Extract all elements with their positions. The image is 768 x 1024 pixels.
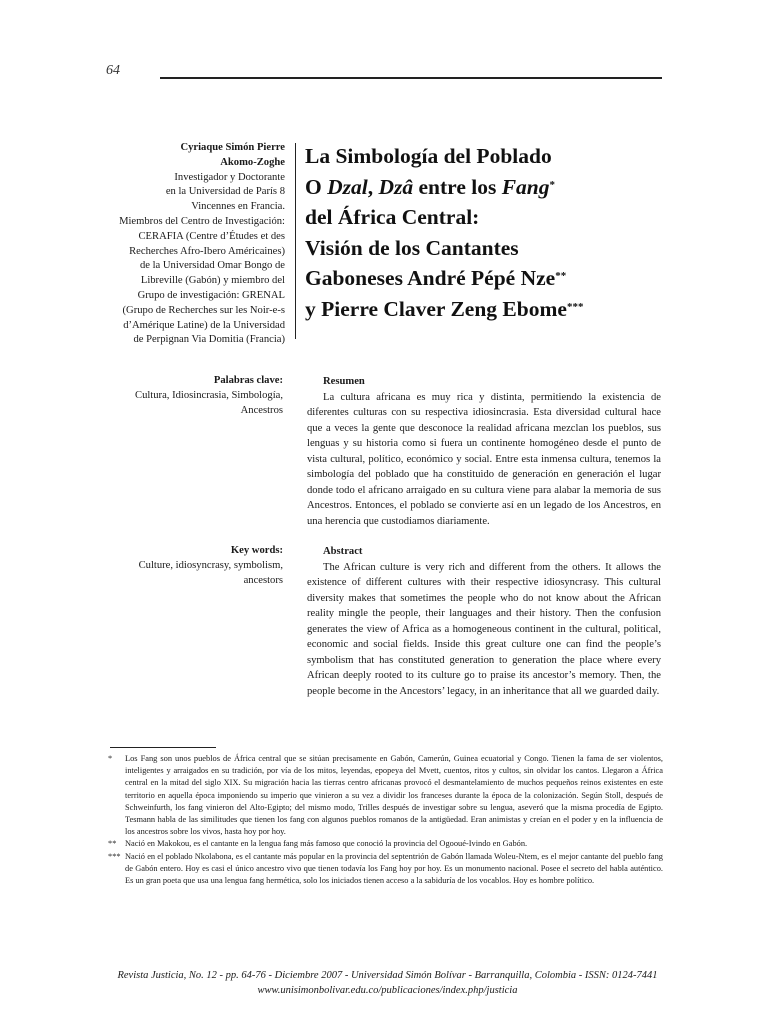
keywords-block — [103, 544, 283, 588]
affiliation-line: Libreville (Gabón) y miembro del — [140, 275, 285, 287]
title-line: Gaboneses André Pépé Nze** — [305, 266, 567, 290]
affiliation-line: CERAFIA (Centre d’Études et des — [138, 230, 285, 242]
title-line: del África Central: — [305, 205, 480, 229]
author-block — [110, 141, 285, 348]
abstract-heading: Abstract — [323, 546, 363, 557]
affiliation-line: Miembros del Centro de Investigación: — [119, 215, 285, 227]
header-rule — [160, 77, 662, 79]
palabras-clave-line: Cultura, Idiosincrasia, Simbología, — [135, 389, 283, 401]
resumen-heading: Resumen — [323, 376, 365, 387]
palabras-clave-heading: Palabras clave: — [213, 375, 283, 386]
footnote-ref[interactable]: *** — [566, 300, 584, 313]
footnote-text: Los Fang son unos pueblos de África central que se sitúan precisamente en Gabón, Camerún, Guinea ecuatorial y Congo. Tienen la fama de ser violentos, inteligentes y arraigados en su tradición, por vía de los mitos, leyendas, epopeya del Mvett, cuentos, ritos y cultos, sin olvidar los cantos. Llegaron a África central en la mitad del siglo XIX. Su migración hacia las tierras centro africanas provocó el desmantelamiento de muchos pequeños reinos existentes en este territorio en aquella época imponiendo su imperio que vinieron a su vez a dividir los franceses durante la época de la colonización. Según Stoll, después de Schweinfurth, los fang vinieron del Alto-Egipto; del mismo modo, Trilles después de investigar sobre su lengua, aseveró que la misma procedía de Egipto. Tesmann habla de las similitudes que tienen los fang con algunos pueblos romanos de la antigüedad. Eran animistas y creían en el poder y en la influencia de los ancestros sobre los vivos, hasta hoy por hoy. — [125, 754, 663, 837]
affiliation-line: Recherches Afro-Ibero Américaines) — [129, 245, 285, 257]
footnote-mark: * — [108, 754, 113, 763]
author-name-line1: Cyriaque Simón Pierre — [180, 142, 285, 153]
abstract-section — [307, 544, 661, 699]
journal-url[interactable]: www.unisimonbolivar.edu.co/publicaciones/index.php/justicia — [257, 985, 518, 996]
title-line: Visión de los Cantantes — [305, 235, 519, 260]
title-divider — [295, 143, 296, 339]
title-line: y Pierre Claver Zeng Ebome*** — [305, 296, 584, 321]
palabras-clave-block — [103, 374, 283, 418]
resumen-text: La cultura africana es muy rica y distinta, permitiendo la existencia de diferentes culturas con su respectiva idiosincrasia. Esta diversidad cultural hace que a veces la gente que desconoce la realidad africana mezclan los pueblos, sus lenguas y su historia como si fuera un continente homogéneo desde el punto de vista cultural, político, económico y social. Entre esta inmensa cultura, tenemos la simbología del poblado que ha constituido de generación en generación el lugar donde todo el africano arraigado en su cultura viene para alabar la memoria de sus Ancestros. Entonces, el poblado se convierte así en un legado de los Ancestros, en una herencia que custodiamos diariamente. — [307, 391, 661, 527]
affiliation-line: Vincennes en Francia. — [191, 201, 285, 213]
affiliation-line: Grupo de investigación: GRENAL — [137, 289, 285, 301]
footnote-rule — [110, 747, 216, 748]
footnote-mark: *** — [108, 851, 121, 861]
affiliation-line: d’Amérique Latine) de la Universidad — [123, 319, 285, 331]
footnote — [108, 753, 663, 838]
keywords-line: Culture, idiosyncrasy, symbolism, — [138, 559, 283, 571]
keywords-line: ancestors — [243, 574, 283, 586]
abstract-text: The African culture is very rich and different from the others. It allows the existence of different cultures with their respective idiosyncrasy. This cultural diversity makes that sometimes the people who do not know about the African reality mingle the people, their languages and their history. Then the confusion generates the view of Africa as a homogeneous continent in the cultural, political, economic and social fields. Inside this great culture one can find the people’s symbolism that has constituted generation to generation the place where every African deeply rooted to its culture go to praise its ancestor’s memory. Then, the people become in the Ancestors’ legacy, in an inheritance that all we guarded daily. — [307, 561, 661, 697]
footnote-ref[interactable]: * — [549, 178, 556, 191]
palabras-clave-line: Ancestros — [240, 404, 283, 416]
author-name-line2: Akomo-Zoghe — [220, 156, 285, 168]
article-title — [305, 141, 665, 324]
affiliation-line: de la Universidad Omar Bongo de — [139, 260, 285, 272]
affiliation-line: de Perpignan Via Domitia (Francia) — [133, 334, 285, 346]
resumen-section — [307, 374, 661, 529]
footnote-ref[interactable]: ** — [555, 270, 567, 282]
footnote-text: Nació en el poblado Nkolabona, es el cantante más popular en la provincia del septentrión de Gabón llamada Woleu-Ntem, es el mejor cantante del pueblo fang de Gabón entero. Hoy es casi el único ancestro vivo que tienen todavía los Fang hoy por hoy. Es un monumento nacional. Posee el secreto del habla auténtico. Es un gran poeta que usa una lengua fang hermética, solo los iniciados tienen acceso a la sabiduría de los vocablos. Hoy es hombre político. — [125, 851, 663, 886]
affiliation-line: en la Universidad de París 8 — [165, 186, 285, 198]
footnote — [108, 851, 663, 888]
footnote-text: Nació en Makokou, es el cantante en la lengua fang más famoso que conoció la provincia del Ogooué-Ivindo en Gabón. — [125, 839, 528, 849]
footnote — [108, 838, 663, 850]
keywords-heading: Key words: — [230, 545, 283, 556]
affiliation-line: Investigador y Doctorante — [174, 171, 285, 183]
journal-citation: Revista Justicia, No. 12 - pp. 64-76 - Diciembre 2007 - Universidad Simón Bolívar - Barranquilla, Colombia - ISSN: 0124-7441 — [117, 970, 658, 981]
title-line: La Simbología del Poblado — [305, 144, 552, 168]
footnotes — [108, 753, 663, 887]
title-line: O Dzal, Dzâ entre los Fang* — [305, 174, 556, 199]
affiliation-line: (Grupo de Recherches sur les Noir-e-s — [122, 304, 285, 316]
footnote-mark: ** — [108, 839, 117, 849]
page-number: 64 — [106, 63, 120, 78]
